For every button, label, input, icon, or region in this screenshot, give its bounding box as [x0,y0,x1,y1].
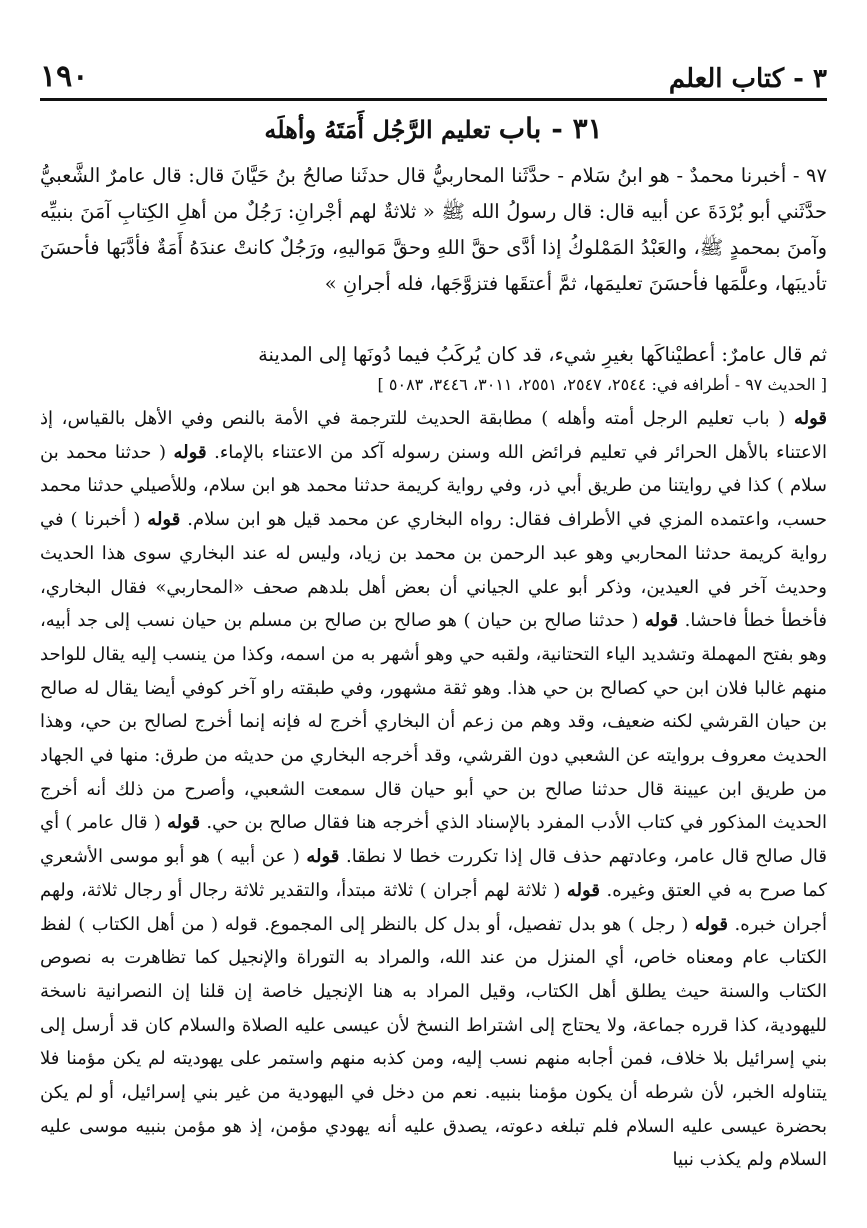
hadith-reference: [ الحديث ٩٧ - أطرافه في: ٢٥٤٤، ٢٥٤٧، ٢٥٥١، ٣٠١١، ٣٤٤٦، ٥٠٨٣ ] [377,375,827,394]
chapter-number: ٣١ - باب [498,112,603,145]
qawl-label: قوله [694,913,728,935]
qawl-label: قوله [793,408,827,429]
hadith-paragraph: ٩٧ - أخبرنا محمدٌ - هو ابنُ سَلام - حدَّثَنا المحاربيُّ قال حدثَنا صالحُ بنُ حَيَّانَ قال: قال عامرٌ الشَّعبيُّ حدَّثَني أبو بُرْدَةَ عن أبيه قال: قال رسولُ الله ﷺ « ثلاثةٌ لهم أجْرانِ: رَجُلٌ من أهلِ الكِتابِ آمَنَ بنبيِّه وآمنَ بمحمدٍ ﷺ، والعَبْدُ المَمْلوكُ إذا أدَّى حقَّ اللهِ وحقَّ مَواليهِ، ورَجُلٌ كانتْ عندَهُ أَمَةٌ فأدَّبَها فأحسَنَ تأديبَها، وعلَّمَها فأحسَنَ تعليمَها، ثمَّ أعتقَها فتزوَّجَها، فله أجرانِ » [40,164,827,295]
qawl-label: قوله [147,509,181,531]
commentary-text: ( عن أبيه ) هو أبو موسى الأشعري كما صرح به في العتق وغيره. [40,846,827,901]
commentary-text: ( ثلاثة لهم أجران ) ثلاثة مبتدأ، والتقدير ثلاثة رجال أو رجال ثلاثة، ولهم أجران خبره. [40,879,827,935]
qawl-label: قوله [645,610,679,632]
commentary-text: ( حدثنا صالح بن حيان ) هو صالح بن صالح بن مسلم بن حيان نسب إلى جد أبيه، وهو بفتح المهملة وتشديد الياء التحتانية، ولقبه حي وهو أشهر به من اسمه، وكذا من ينسب إليه يقال للواحد منهم غالبا فلان ابن حي كصالح بن حي هذا. وهو ثقة مشهور، وفي طبقته راو آخر كوفي أيضا يقال له صالح بن حيان القرشي لكنه ضعيف، وقد وهم من زعم أن البخاري أخرج له فإنه إنما أخرج لصالح بن حي، وهذا الحديث معروف بروايته عن الشعبي دون القرشي، وقد أخرجه البخاري من حديثه من طرق: منها في الجهاد من طريق ابن عيينة قال حدثنا صالح بن حي أبو حيان قال سمعت الشعبي، وأصرح من ذلك أنه أخرج الحديث المذكور في كتاب الأدب المفرد بالإسناد الذي أخرجه هنا فقال صالح بن حي. [40,610,827,834]
hadith-text [40,158,827,302]
page-header [40,56,827,94]
book-title: ٣ - كتاب العلم [668,64,827,94]
commentary-text: ( باب تعليم الرجل أمته وأهله ) مطابقة الحديث للترجمة في الأمة بالنص وفي الأهل بالقياس، إذ الاعتناء بالأهل الحرائر في تعليم فرائض الله وسنن رسوله آكد من الاعتناء بالإماء. [40,408,827,463]
qawl-label: قوله [173,441,207,463]
qawl-label: قوله [167,812,201,834]
page-number: ١٩٠ [40,59,89,94]
commentary-text: ( حدثنا محمد بن سلام ) كذا في روايتنا من طريق أبي ذر، وفي رواية كريمة حدثنا محمد هو ابن سلام، وللأصيلي حدثنا محمد حسب، واعتمده المزي في الأطراف فقال: رواه البخاري عن محمد قيل هو ابن سلام. [40,441,827,531]
qawl-label: قوله [306,846,340,868]
commentary [40,402,827,1177]
commentary-text: ( أخبرنا ) في رواية كريمة حدثنا المحاربي وهو عبد الرحمن بن محمد بن زياد، وليس له عند البخاري سوى هذا الحديث وحديث آخر في العيدين، وذكر أبو علي الجياني أن بعض أهل بلدهم صحف «المحاربي» فقال البخاري، فأخطأ خطأ فاحشا. [40,509,827,632]
chapter-heading [40,112,827,145]
header-rule [40,98,827,101]
commentary-paragraph [40,402,827,1177]
chapter-title: تعليم الرَّجُل أَمَتَهُ وأهلَه [264,115,491,144]
commentary-text: ( قال عامر ) أي قال صالح قال عامر، وعادتهم حذف قال إذا تكررت خطا لا نطقا. [40,812,827,868]
qawl-label: قوله [566,879,600,901]
commentary-text: ( رجل ) هو بدل تفصيل، أو بدل كل بالنظر إلى المجموع. قوله ( من أهل الكتاب ) لفظ الكتاب عام ومعناه خاص، أي المنزل من عند الله، والمراد به التوراة والإنجيل كما تظاهرت به نصوص الكتاب والسنة حيث يطلق أهل الكتاب، وقيل المراد به هنا الإنجيل خاصة إن قلنا إن النصرانية ناسخة لليهودية، كذا قرره جماعة، ولا يحتاج إلى اشتراط النسخ لأن عيسى عليه الصلاة والسلام كان قد أرسل إلى بني إسرائيل بلا خلاف، فمن أجابه منهم نسب إليه، ومن كذبه منهم واستمر على يهوديته لم يكن مؤمنا فلا يتناوله الخبر، لأن شرطه أن يكون مؤمنا بنبيه. نعم من دخل في اليهودية من غير بني إسرائيل، أو لم يكن بحضرة عيسى عليه السلام فلم تبلغه دعوته، يصدق عليه أنه يهودي مؤمن، إذ هو مؤمن بنبيه موسى عليه السلام ولم يكذب نبيا [40,913,827,1171]
amir-statement: ثم قال عامرٌ: أعطيْناكَها بغيرِ شيء، قد كان يُركَبُ فيما دُونَها إلى المدينة [258,343,827,366]
